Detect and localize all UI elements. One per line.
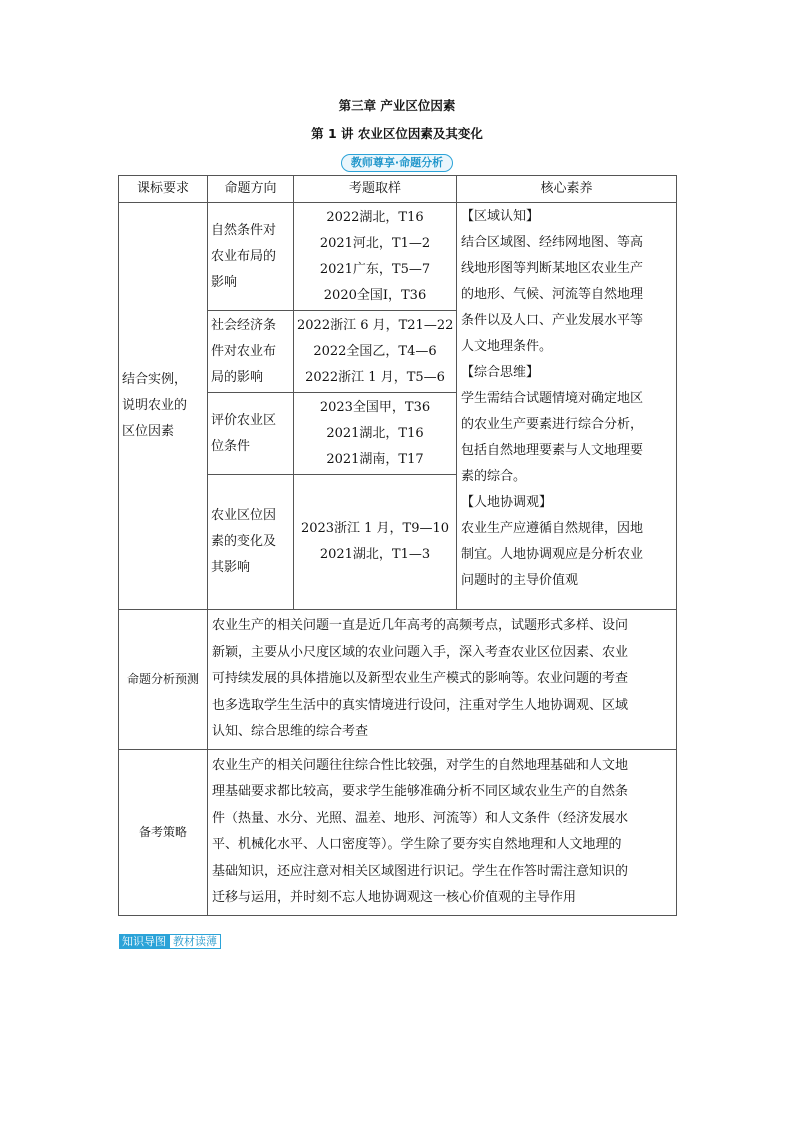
strategy-line: 基础知识，还应注意对相关区域图进行识记。学生在作答时需注意知识的 [212,863,629,879]
sample-cell [294,203,457,311]
table-row [119,749,677,915]
table-row [119,203,677,311]
direction-line: 其影响 [211,560,251,575]
sample-cell [294,475,457,610]
literacy-line: 学生需结合试题情境对确定地区 [461,391,644,406]
literacy-line: 制宜。人地协调观应是分析农业 [461,547,644,562]
prediction-line: 也多选取学生生活中的真实情境进行设问，注重对学生人地协调观、区域 [212,697,629,713]
prediction-text [208,610,677,750]
sample-line: 2022全国乙，T4—6 [313,343,437,359]
direction-line: 农业区位因 [211,508,277,523]
strategy-line: 农业生产的相关问题往往综合性比较强，对学生的自然地理基础和人文地 [212,757,629,773]
direction-line: 影响 [211,274,238,290]
prediction-label: 命题分析预测 [119,610,208,750]
header-cell: 课标要求 [119,176,208,203]
teacher-badge: 教师尊享·命题分析 [341,154,453,172]
badge-wrap [0,151,794,172]
chapter-title: 第三章 产业区位因素 [338,98,456,113]
sample-line: 2021湖北，T1—3 [319,547,431,562]
literacy-line: 线地形图等判断某地区农业生产 [461,261,644,276]
textbook-tag: 教材读薄 [169,934,221,949]
direction-cell [208,311,294,393]
strategy-line: 迁移与运用，并时刻不忘人地协调观这一核心价值观的主导作用 [212,890,577,905]
literacy-line: 结合区域图、经纬网地图、等高 [461,235,644,250]
requirement-line: 区位因素 [122,424,175,439]
literacy-line: 人文地理条件。 [461,339,553,354]
literacy-line: 素的综合。 [461,469,527,484]
sample-cell [294,393,457,475]
strategy-text [208,749,677,915]
sample-line: 2021湖北，T16 [326,425,424,441]
direction-cell [208,475,294,610]
literacy-line: 【综合思维】 [461,365,540,380]
analysis-table [118,175,677,916]
header-cell: 考题取样 [294,176,457,203]
requirement-cell [119,203,208,610]
requirement-line: 结合实例， [122,372,188,387]
literacy-line: 【区域认知】 [461,209,540,224]
sample-line: 2021湖南，T17 [326,451,424,467]
sample-line: 2020全国Ⅰ，T36 [323,287,427,303]
lesson-title: 第 1 讲 农业区位因素及其变化 [311,126,483,141]
header-row [119,176,677,203]
direction-line: 位条件 [211,438,251,454]
sample-line: 2022浙江 1 月，T5—6 [305,369,445,385]
strategy-line: 平、机械化水平、人口密度等）。学生除了要夯实自然地理和人文地理的 [212,837,622,852]
literacy-line: 问题时的主导价值观 [461,573,579,588]
requirement-line: 说明农业的 [122,398,188,413]
sample-line: 2022湖北，T16 [326,209,424,225]
sample-cell [294,311,457,393]
literacy-line: 条件以及人口、产业发展水平等 [461,313,644,328]
direction-line: 农业布局的 [211,248,277,264]
literacy-cell [457,203,677,610]
prediction-line: 新颖，主要从小尺度区域的农业问题入手，深入考查农业区位因素、农业 [212,644,629,660]
direction-line: 社会经济条 [211,317,277,333]
prediction-line: 农业生产的相关问题一直是近几年高考的高频考点，试题形式多样、设问 [212,618,629,633]
literacy-line: 的农业生产要素进行综合分析， [461,417,644,432]
header-cell: 核心素养 [457,176,677,203]
direction-line: 评价农业区 [211,412,277,428]
table-row [119,610,677,750]
section-tags [119,934,221,949]
direction-line: 自然条件对 [211,222,277,238]
sample-line: 2021广东，T5—7 [319,261,431,277]
sample-line: 2022浙江 6 月，T21—22 [297,317,454,333]
literacy-line: 包括自然地理要素与人文地理要 [461,443,644,458]
direction-cell [208,203,294,311]
literacy-line: 的地形、气候、河流等自然地理 [461,287,644,302]
direction-line: 局的影响 [211,369,264,385]
direction-line: 素的变化及 [211,534,277,549]
strategy-line: 件（热量、水分、光照、温差、地形、河流等）和人文条件（经济发展水 [212,810,629,826]
prediction-line: 认知、综合思维的综合考查 [212,724,369,739]
sample-line: 2023浙江 1 月，T9—10 [300,521,450,536]
strategy-label: 备考策略 [119,749,208,915]
sample-line: 2023全国甲，T36 [319,399,431,415]
knowledge-map-tag: 知识导图 [119,934,169,949]
direction-cell [208,393,294,475]
literacy-line: 【人地协调观】 [461,495,553,510]
sample-line: 2021河北，T1—2 [319,235,431,251]
prediction-line: 可持续发展的具体措施以及新型农业生产模式的影响等。农业问题的考查 [212,671,629,686]
strategy-line: 理基础要求都比较高，要求学生能够准确分析不同区域农业生产的自然条 [212,784,629,799]
direction-line: 件对农业布 [211,343,277,359]
literacy-line: 农业生产应遵循自然规律，因地 [461,521,644,536]
header-cell: 命题方向 [208,176,294,203]
